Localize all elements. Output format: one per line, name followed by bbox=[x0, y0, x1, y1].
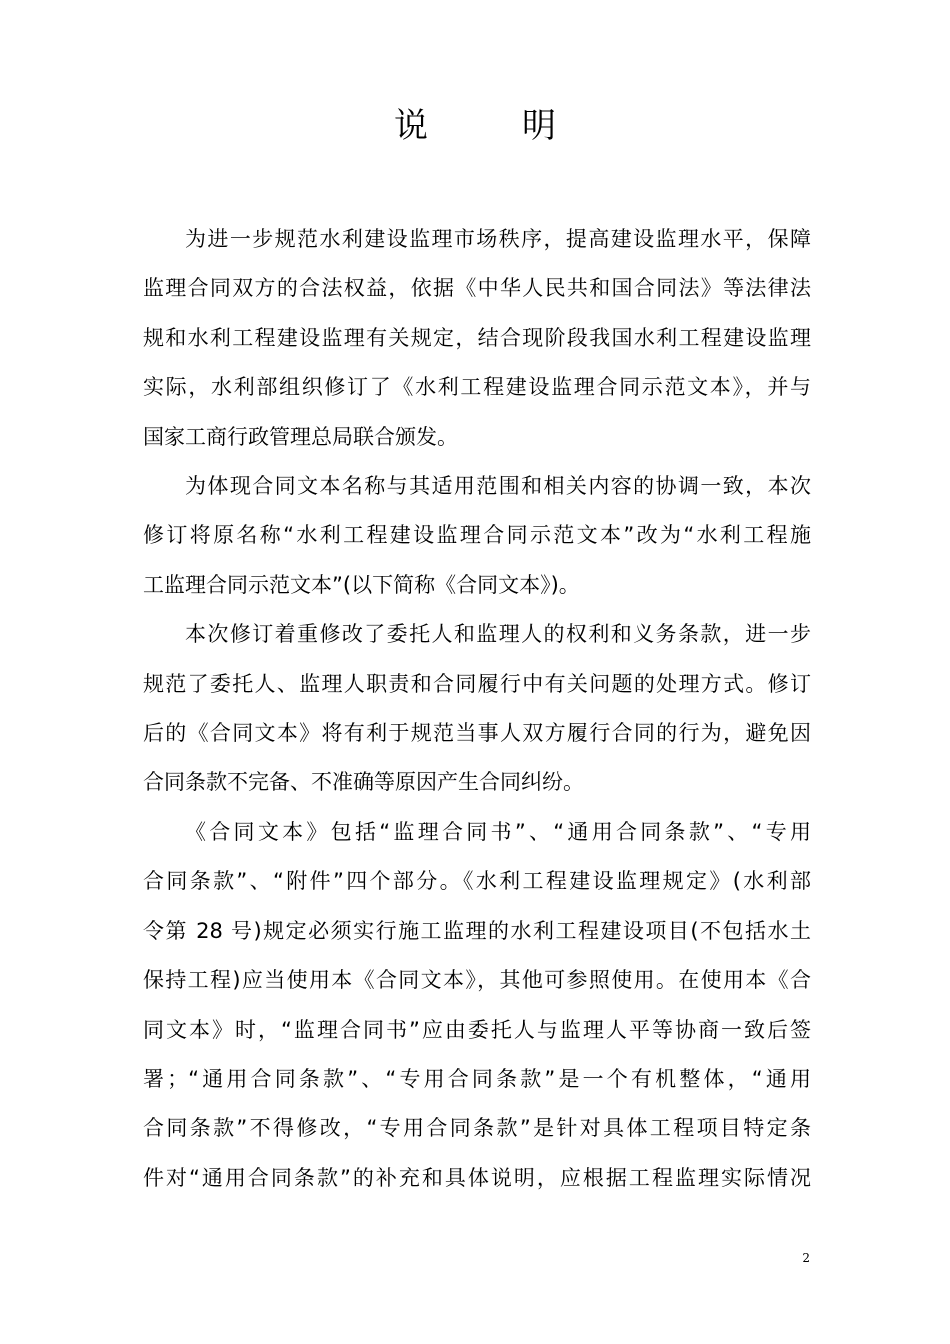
text-line: 保持工程)应当使用本《合同文本》，其他可参照使用。在使用本《合 bbox=[143, 968, 811, 993]
text-line: 同文本》时，“监理合同书”应由委托人与监理人平等协商一致后签 bbox=[143, 1017, 811, 1042]
paragraph-4 bbox=[143, 808, 811, 1203]
text-line: 修订将原名称“水利工程建设监理合同示范文本”改为“水利工程施 bbox=[143, 523, 811, 548]
text-line: 为进一步规范水利建设监理市场秩序，提高建设监理水平，保障 bbox=[185, 227, 811, 251]
text-line: 令第 28 号)规定必须实行施工监理的水利工程建设项目(不包括水土 bbox=[143, 918, 811, 943]
text-line: 为体现合同文本名称与其适用范围和相关内容的协调一致，本次 bbox=[185, 474, 811, 499]
text-line: 后的《合同文本》将有利于规范当事人双方履行合同的行为，避免因 bbox=[143, 721, 811, 746]
paragraph-2 bbox=[143, 462, 811, 610]
page-title: 说 明 bbox=[394, 106, 586, 146]
paragraph-3 bbox=[143, 610, 811, 808]
paragraph-1 bbox=[143, 215, 811, 462]
document-body bbox=[143, 215, 811, 1203]
text-line: 署；“通用合同条款”、“专用合同条款”是一个有机整体，“通用 bbox=[143, 1066, 811, 1091]
text-line: 监理合同双方的合法权益，依据《中华人民共和国合同法》等法律法 bbox=[143, 276, 811, 301]
text-line: 规范了委托人、监理人职责和合同履行中有关问题的处理方式。修订 bbox=[143, 671, 811, 696]
text-line: 本次修订着重修改了委托人和监理人的权利和义务条款，进一步 bbox=[185, 622, 811, 647]
text-line: 实际，水利部组织修订了《水利工程建设监理合同示范文本》，并与 bbox=[143, 375, 811, 400]
page-number: 2 bbox=[802, 1251, 810, 1265]
text-line: 合同条款不完备、不准确等原因产生合同纠纷。 bbox=[143, 770, 584, 795]
text-line: 规和水利工程建设监理有关规定，结合现阶段我国水利工程建设监理 bbox=[143, 325, 811, 350]
text-line: 件对“通用合同条款”的补充和具体说明，应根据工程监理实际情况 bbox=[143, 1165, 811, 1190]
text-line: 《合同文本》包括“监理合同书”、“通用合同条款”、“专用 bbox=[185, 819, 811, 844]
text-line: 工监理合同示范文本”(以下简称《合同文本》)。 bbox=[143, 572, 580, 597]
text-line: 合同条款”、“附件”四个部分。《水利工程建设监理规定》(水利部 bbox=[143, 869, 811, 894]
text-line: 国家工商行政管理总局联合颁发。 bbox=[143, 424, 458, 449]
text-line: 合同条款”不得修改，“专用合同条款”是针对具体工程项目特定条 bbox=[143, 1116, 811, 1141]
